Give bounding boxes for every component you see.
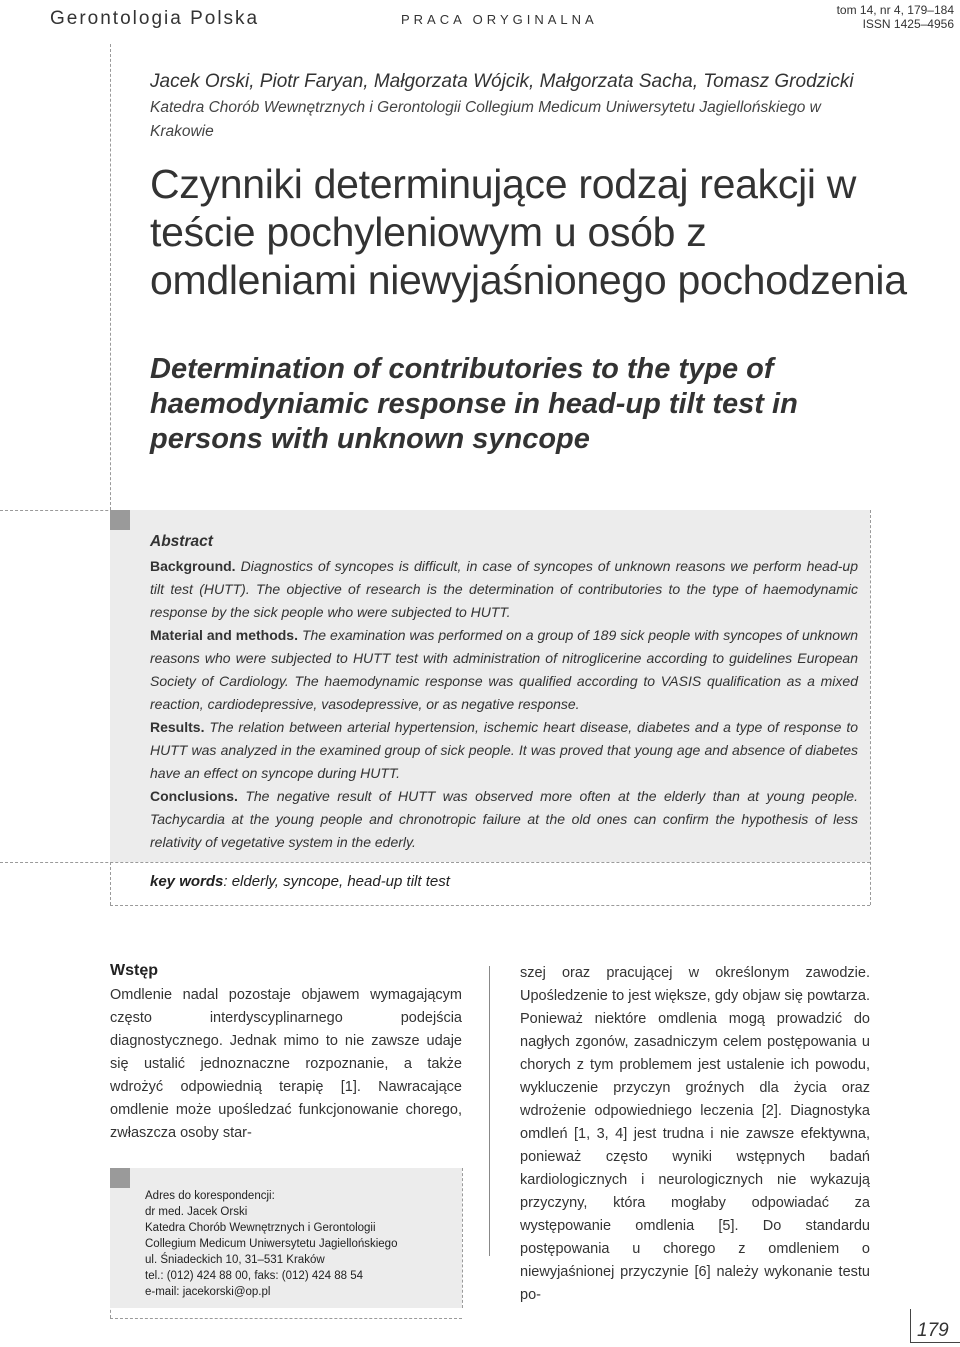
title-polish: Czynniki determinujące rodzaj reakcji w teście pochyleniowym u osób z omdleniami niewyjaśnionego pochodzenia: [150, 161, 907, 303]
issue-volume: tom 14, nr 4, 179–184: [836, 3, 954, 17]
body-column-right: szej oraz pracującej w określonym zawodzie. Upośledzenie to jest większe, gdy objaw się powtarza. Ponieważ niektóre omdlenia mogą prowadzić do nagłych zgonów, zasadniczym celem postępowania u chorych z tym problemem jest ustalenie ich powodu, wykluczenie przyczyn groźnych dla życia oraz wdrożenie odpowiedniego leczenia [2]. Diagnostyka omdleń [1, 3, 4] jest trudna i nie zawsze efektywna, ponieważ często wyniki wstępnych badań kardiologicznych i neurologicznych nie wykazują przyczyny, która mogłaby odpowiadać za występowanie omdlenia [5]. Do standardu postępowania u chorego z omdleniem o niewyjaśnionej przyczynie [6] należy wykonanie testu po-: [520, 965, 870, 1303]
issue-info: [837, 3, 954, 31]
correspondence-address: ul. Śniadeckich 10, 31–531 Kraków: [145, 1254, 325, 1266]
results-label: Results.: [150, 719, 205, 735]
page-number-line: [910, 1342, 960, 1343]
keywords-text: : elderly, syncope, head-up tilt test: [223, 873, 450, 890]
correspondence-heading: Adres do korespondencji:: [145, 1190, 275, 1202]
abstract-methods: [150, 624, 858, 716]
affiliation: Katedra Chorób Wewnętrznych i Gerontologii Collegium Medicum Uniwersytetu Jagiellońskiego w Krakowie: [150, 99, 821, 140]
correspondence-name: dr med. Jacek Orski: [145, 1206, 248, 1218]
page-number: 179: [917, 1320, 949, 1341]
results-text: The relation between arterial hypertension, ischemic heart disease, diabetes and a type of response to HUTT was analyzed in the examined group of sick people. It was proved that young age and absence of diabetes have an effect on syncope during HUTT.: [150, 719, 858, 781]
correspondence-email[interactable]: e-mail: jacekorski@op.pl: [145, 1286, 271, 1298]
background-text: Diagnostics of syncopes is difficult, in case of syncopes of unknown reasons we perform head-up tilt test (HUTT). The objective of research is the determination of contributories to the type of haemodynamic response by the sick people who were subjected to HUTT.: [150, 558, 858, 620]
frame-line-bottom-corr: [110, 1318, 462, 1319]
article-type: PRACA ORYGINALNA: [401, 12, 598, 27]
correspondence-institution: Collegium Medicum Uniwersytetu Jagiellońskiego: [145, 1238, 398, 1250]
background-label: Background.: [150, 558, 236, 574]
correspondence-marker-square: [110, 1168, 130, 1188]
abstract-heading: Abstract: [150, 533, 213, 550]
abstract-background: [150, 555, 858, 624]
frame-line-right-corr: [462, 1168, 463, 1308]
frame-line-bottom-abstract: [0, 862, 870, 863]
conclusions-label: Conclusions.: [150, 788, 238, 804]
frame-line-bottom-keywords: [110, 905, 870, 906]
abstract-results: [150, 716, 858, 785]
title-english: Determination of contributories to the type of haemodyniamic response in head-up tilt test in persons with unknown syncope: [150, 353, 798, 455]
issn: ISSN 1425–4956: [862, 17, 954, 31]
correspondence-phone: tel.: (012) 424 88 00, faks: (012) 424 88 54: [145, 1270, 364, 1282]
body-column-left: Omdlenie nadal pozostaje objawem wymagającym często interdyscyplinarnego podejścia diagnostycznego. Jednak mimo to nie zawsze udaje się ustalić jednoznaczne rozpoznanie, a także wdrożyć odpowiednią terapię [1]. Nawracające omdlenie może upośledzać funkcjonowanie chorego, zwłaszcza osoby star-: [110, 987, 462, 1141]
correspondence-content: [145, 1188, 397, 1300]
abstract-conclusions: [150, 785, 858, 854]
frame-line-left-top: [110, 44, 111, 510]
frame-line-right-abstract: [870, 510, 871, 905]
keywords-label: key words: [150, 873, 224, 890]
abstract-marker-square: [110, 510, 130, 530]
frame-line-left-keywords: [110, 862, 111, 905]
section-heading-intro: Wstęp: [110, 962, 158, 979]
keywords: [150, 873, 450, 890]
methods-text: The examination was performed on a group of 189 sick people with syncopes of unknown reasons who were subjected to HUTT test with administration of nitroglicerine according to guidelines European Society of Cardiology. The haemodynamic response was qualified according to VASIS qualification as a mixed reaction, cardiodepressive, vasodepressive, or as negative response.: [150, 627, 858, 712]
abstract-content: [150, 530, 858, 854]
conclusions-text: The negative result of HUTT was observed more often at the elderly than at young people. Tachycardia at the young people and chronotropic failure at the old ones can confirm the hypothesis of less relativity of vegetative system in the ederly.: [150, 788, 858, 850]
page-number-bar: [910, 1309, 911, 1343]
column-divider: [489, 966, 490, 1256]
methods-label: Material and methods.: [150, 627, 298, 643]
correspondence-department: Katedra Chorób Wewnętrznych i Gerontologii: [145, 1222, 376, 1234]
journal-name: Gerontologia Polska: [50, 8, 260, 29]
author-list: Jacek Orski, Piotr Faryan, Małgorzata Wójcik, Małgorzata Sacha, Tomasz Grodzicki: [150, 71, 854, 92]
